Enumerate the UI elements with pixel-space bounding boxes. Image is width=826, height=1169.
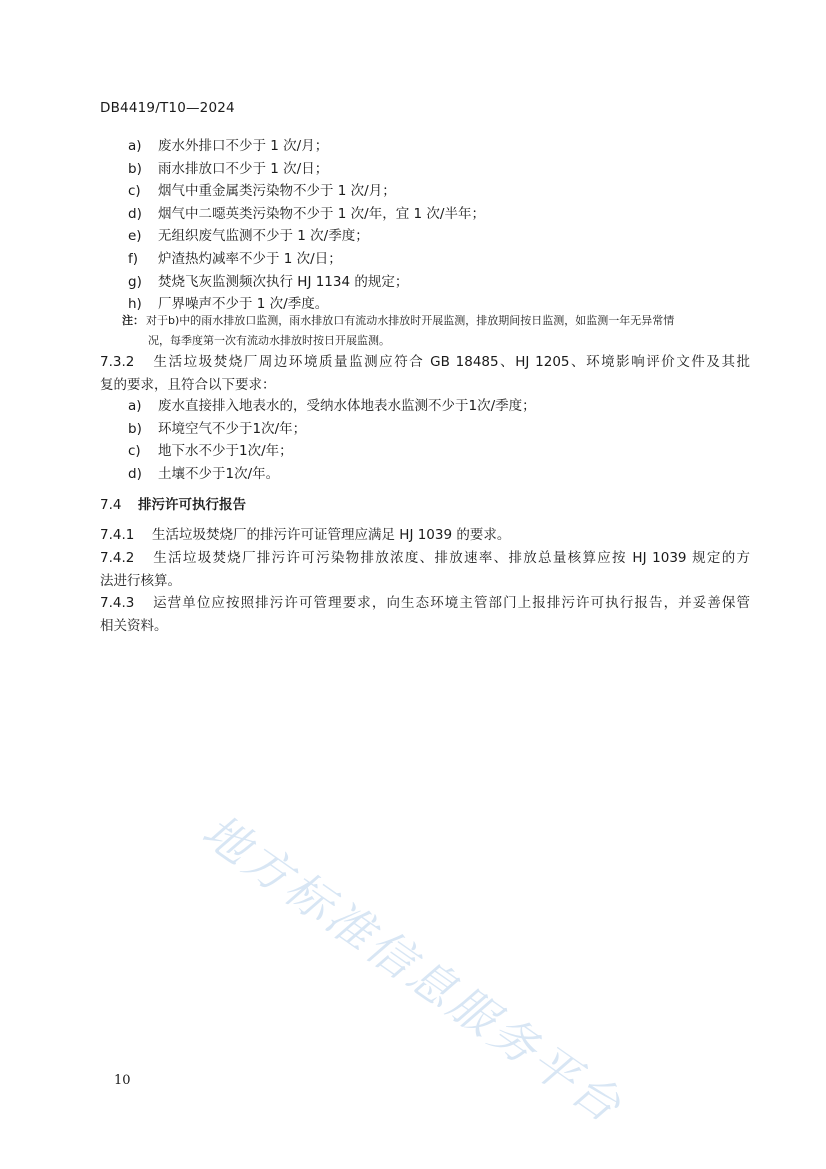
list-marker: b) (128, 420, 142, 437)
note-block (122, 311, 762, 351)
page-number: 10 (114, 1073, 131, 1088)
clause-text-line-1: 运营单位应按照排污许可管理要求，向生态环境主管部门上报排污许可执行报告，并妥善保管 (152, 595, 750, 611)
clause-text-line-2: 相关资料。 (100, 617, 168, 634)
document-code: DB4419/T10—2024 (100, 100, 235, 116)
clause-text-line-1: 生活垃圾焚烧厂周边环境质量监测应符合 GB 18485、HJ 1205、环境影响评价文件及其批 (152, 354, 750, 370)
list-text: 废水直接排入地表水的，受纳水体地表水监测不少于1次/季度； (158, 398, 536, 414)
list-text: 烟气中二噁英类污染物不少于 1 次/年，宜 1 次/半年； (158, 205, 485, 222)
list-text: 无组织废气监测不少于 1 次/季度； (158, 228, 369, 245)
watermark: 地方标准信息服务平台 (192, 803, 634, 1135)
list-text: 地下水不少于1次/年； (158, 443, 293, 460)
list-marker: h) (128, 296, 142, 313)
list-text: 烟气中重金属类污染物不少于 1 次/月； (158, 183, 396, 200)
clause-number: 7.3.2 (100, 354, 135, 370)
list-item (128, 248, 768, 271)
list-marker: c) (128, 443, 141, 460)
section-heading-7-4 (100, 493, 246, 513)
clause-number: 7.4.1 (100, 527, 135, 543)
clause-7-3-2 (100, 351, 750, 396)
list-text: 厂界噪声不少于 1 次/季度。 (158, 296, 329, 313)
list-marker: f) (128, 250, 139, 267)
clause-text-line-1: 生活垃圾焚烧厂排污许可污染物排放浓度、排放速率、排放总量核算应按 HJ 1039 规定的方 (152, 550, 750, 566)
list-item (128, 180, 768, 203)
clause-number: 7.4.3 (100, 595, 135, 611)
clause-text: 生活垃圾焚烧厂的排污许可证管理应满足 HJ 1039 的要求。 (152, 527, 511, 543)
section-title: 排污许可执行报告 (138, 497, 246, 513)
list-marker: d) (128, 205, 142, 222)
list-item (128, 395, 768, 418)
clause-text-line-2: 法进行核算。 (100, 572, 181, 589)
list-marker: c) (128, 183, 141, 200)
list-marker: d) (128, 465, 142, 482)
clause-7-4-3 (100, 592, 750, 637)
clause-number: 7.4.2 (100, 550, 135, 566)
list-item (128, 203, 768, 226)
list-item (128, 158, 768, 181)
list-marker: a) (128, 398, 142, 414)
list-marker: g) (128, 273, 142, 290)
list-item (128, 463, 768, 486)
list-item (128, 271, 768, 294)
note-line-1: 对于b)中的雨水排放口监测，雨水排放口有流动水排放时开展监测，排放期间按日监测，如监测一年无异常情 (146, 314, 675, 327)
section-number: 7.4 (100, 497, 122, 513)
list-item (128, 440, 768, 463)
list-item (128, 418, 768, 441)
note-line-2: 况，每季度第一次有流动水排放时按日开展监测。 (148, 334, 390, 347)
clause-7-4-1 (100, 524, 750, 547)
list-marker: a) (128, 138, 142, 154)
list-text: 废水外排口不少于 1 次/月； (158, 138, 329, 154)
note-label: 注： (122, 314, 144, 327)
monitoring-frequency-list (128, 135, 768, 316)
list-marker: b) (128, 160, 142, 177)
list-text: 焚烧飞灰监测频次执行 HJ 1134 的规定； (158, 273, 409, 290)
clause-text-line-2: 复的要求，且符合以下要求： (100, 376, 276, 393)
clause-7-4-2 (100, 547, 750, 592)
list-text: 雨水排放口不少于 1 次/日； (158, 160, 329, 177)
list-text: 土壤不少于1次/年。 (158, 465, 280, 482)
list-text: 环境空气不少于1次/年； (158, 420, 307, 437)
environment-quality-list (128, 395, 768, 485)
list-item (128, 135, 768, 158)
list-text: 炉渣热灼减率不少于 1 次/日； (158, 250, 342, 267)
list-marker: e) (128, 228, 142, 245)
list-item (128, 225, 768, 248)
